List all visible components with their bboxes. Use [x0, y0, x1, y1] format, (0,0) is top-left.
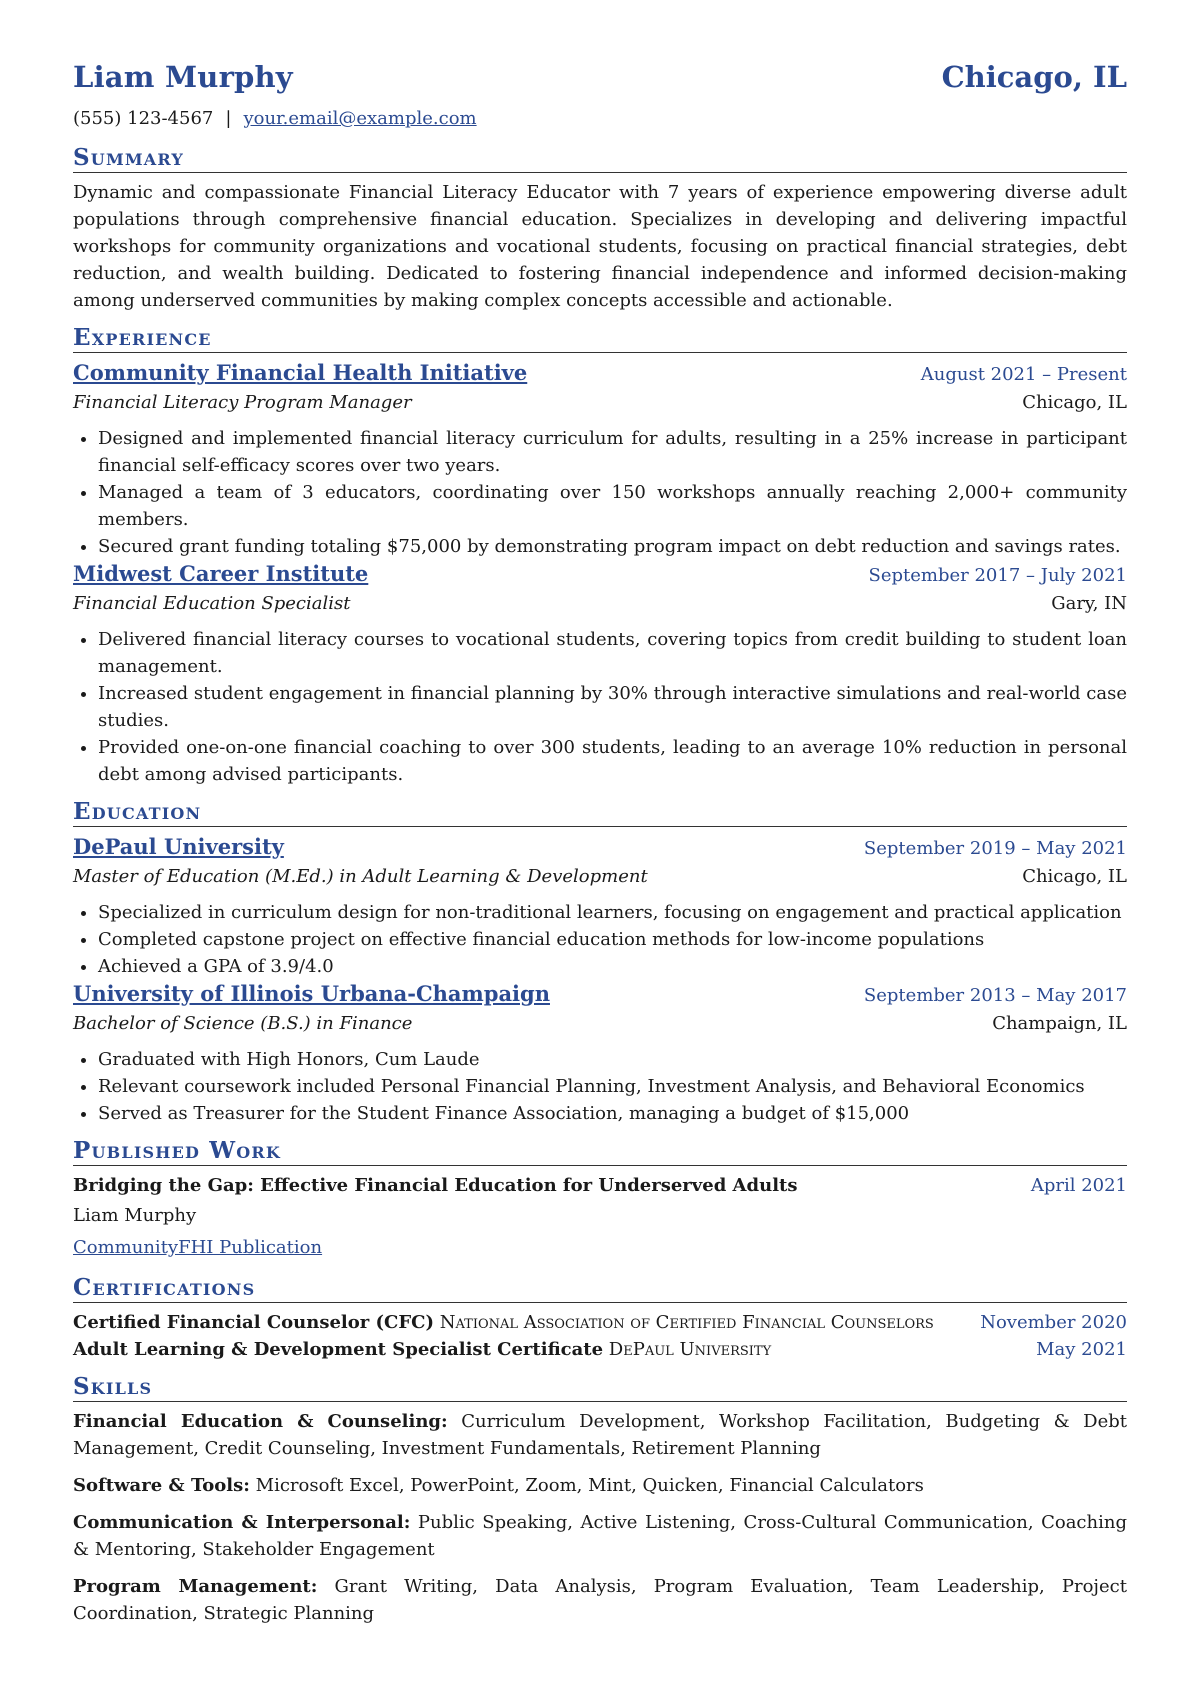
certification-date: May 2021: [1036, 1339, 1127, 1360]
education-section: [73, 798, 1127, 1127]
skill-group: [73, 1509, 1127, 1563]
section-title-education: Education: [73, 798, 1127, 827]
certification-name: Adult Learning & Development Specialist Certificate: [73, 1339, 604, 1360]
employer-link[interactable]: Midwest Career Institute: [73, 561, 369, 586]
entry-location: Chicago, IL: [1022, 866, 1127, 887]
contact-separator: |: [225, 108, 232, 129]
bullet-list: [73, 626, 1127, 788]
education-entry: [73, 833, 1127, 980]
bullet-item: • Relevant coursework included Personal Financial Planning, Investment Analysis, and Behavioral Economics: [98, 1073, 1127, 1100]
experience-section: [73, 324, 1127, 788]
certification-name: Certified Financial Counselor (CFC): [73, 1312, 434, 1333]
skill-values: Public Speaking, Active Listening, Cross-Cultural Communication, Coaching & Mentoring, Stakeholder Engagement: [73, 1512, 1127, 1560]
bullet-item: • Increased student engagement in financial planning by 30% through interactive simulations and real-world case studies.: [98, 680, 1127, 734]
publication-author: Liam Murphy: [73, 1205, 197, 1226]
bullet-item: • Served as Treasurer for the Student Finance Association, managing a budget of $15,000: [98, 1100, 1127, 1127]
bullet-item: • Delivered financial literacy courses to vocational students, covering topics from credit building to student loan management.: [98, 626, 1127, 680]
skill-label: Program Management:: [73, 1576, 318, 1597]
resume-header: [73, 60, 1127, 100]
bullet-item: • Completed capstone project on effective financial education methods for low-income populations: [98, 926, 1127, 953]
skill-label: Communication & Interpersonal:: [73, 1512, 411, 1533]
skill-values: Curriculum Development, Workshop Facilitation, Budgeting & Debt Management, Credit Counseling, Investment Fundamentals, Retirement Planning: [73, 1411, 1127, 1459]
bullet-item: • Designed and implemented financial literacy curriculum for adults, resulting in a 25% increase in participant financial self-efficacy scores over two years.: [98, 425, 1127, 479]
section-title-summary: Summary: [73, 144, 1127, 173]
certification-issuer: National Association of Certified Financial Counselors: [439, 1312, 934, 1333]
skill-group: [73, 1472, 1127, 1499]
summary-text: Dynamic and compassionate Financial Literacy Educator with 7 years of experience empowering diverse adult populations through comprehensive financial education. Specializes in developing and delivering impactful workshops for community organizations and vocational students, focusing on practical financial strategies, debt reduction, and wealth building. Dedicated to fostering financial independence and informed decision-making among underserved communities by making complex concepts accessible and actionable.: [73, 182, 1127, 311]
bullet-item: • Secured grant funding totaling $75,000 by demonstrating program impact on debt reduction and savings rates.: [98, 533, 1127, 560]
entry-dates: August 2021 – Present: [920, 364, 1127, 385]
skill-group: [73, 1573, 1127, 1627]
bullet-item: • Specialized in curriculum design for non-traditional learners, focusing on engagement and practical application: [98, 899, 1127, 926]
section-title-certifications: Certifications: [73, 1274, 1127, 1303]
published-section: [73, 1137, 1127, 1264]
bullet-item: • Graduated with High Honors, Cum Laude: [98, 1046, 1127, 1073]
experience-entry: [73, 359, 1127, 560]
bullet-list: [73, 1046, 1127, 1127]
certification-item: [73, 1336, 1127, 1363]
section-title-experience: Experience: [73, 324, 1127, 353]
skills-section: [73, 1373, 1127, 1627]
certifications-section: [73, 1274, 1127, 1363]
contact-line: [73, 108, 1127, 134]
email-link[interactable]: your.email@example.com: [243, 108, 477, 129]
certification-issuer: DePaul University: [608, 1339, 772, 1360]
employer-link[interactable]: Community Financial Health Initiative: [73, 360, 528, 385]
degree-title: Master of Education (M.Ed.) in Adult Learning & Development: [73, 866, 648, 887]
section-title-skills: Skills: [73, 1373, 1127, 1402]
skill-values: Grant Writing, Data Analysis, Program Evaluation, Team Leadership, Project Coordination, Strategic Planning: [73, 1576, 1127, 1624]
experience-entry: [73, 560, 1127, 788]
school-link[interactable]: University of Illinois Urbana-Champaign: [73, 981, 550, 1006]
bullet-list: [73, 425, 1127, 560]
education-entry: [73, 980, 1127, 1127]
entry-location: Chicago, IL: [1022, 392, 1127, 413]
entry-dates: September 2017 – July 2021: [868, 565, 1127, 586]
candidate-name: Liam Murphy: [73, 60, 293, 94]
bullet-item: • Achieved a GPA of 3.9/4.0: [98, 953, 1127, 980]
bullet-item: • Provided one-on-one financial coaching to over 300 students, leading to an average 10% reduction in personal debt among advised participants.: [98, 734, 1127, 788]
candidate-location: Chicago, IL: [941, 60, 1127, 94]
certification-date: November 2020: [980, 1312, 1127, 1333]
job-title: Financial Literacy Program Manager: [73, 392, 412, 413]
phone-number: (555) 123-4567: [73, 108, 214, 129]
skill-label: Software & Tools:: [73, 1475, 250, 1496]
school-link[interactable]: DePaul University: [73, 834, 284, 859]
degree-title: Bachelor of Science (B.S.) in Finance: [73, 1013, 413, 1034]
summary-section: [73, 144, 1127, 314]
section-title-published: Published Work: [73, 1137, 1127, 1166]
publication-date: April 2021: [1030, 1175, 1127, 1196]
bullet-item: • Managed a team of 3 educators, coordinating over 150 workshops annually reaching 2,000+ community members.: [98, 479, 1127, 533]
publication-title: Bridging the Gap: Effective Financial Education for Underserved Adults: [73, 1175, 798, 1196]
skill-group: [73, 1408, 1127, 1462]
bullet-list: [73, 899, 1127, 980]
entry-dates: September 2013 – May 2017: [863, 985, 1127, 1006]
skill-values: Microsoft Excel, PowerPoint, Zoom, Mint, Quicken, Financial Calculators: [255, 1475, 924, 1496]
skill-label: Financial Education & Counseling:: [73, 1411, 448, 1432]
resume-page: [73, 60, 1127, 1637]
entry-dates: September 2019 – May 2021: [863, 838, 1127, 859]
certification-item: [73, 1309, 1127, 1336]
entry-location: Champaign, IL: [992, 1013, 1127, 1034]
job-title: Financial Education Specialist: [73, 593, 351, 614]
publication-link[interactable]: CommunityFHI Publication: [73, 1237, 323, 1258]
entry-location: Gary, IN: [1051, 593, 1127, 614]
